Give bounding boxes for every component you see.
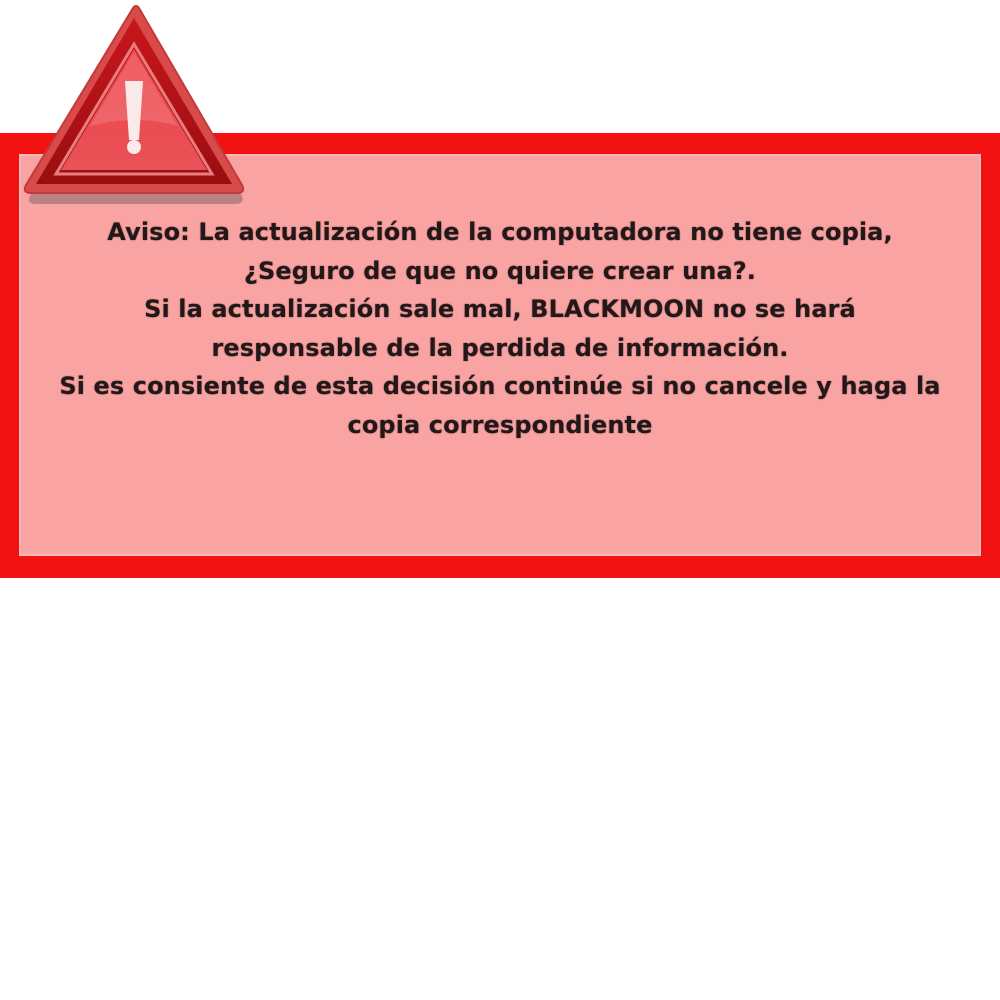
alert-message-line-6: copia correspondiente xyxy=(347,410,653,439)
alert-message-line-5: Si es consiente de esta decisión continúe si no cancele y haga la xyxy=(59,372,941,400)
alert-message-line-3: Si la actualización sale mal, BLACKMOON no se hará xyxy=(144,295,856,323)
alert-panel xyxy=(19,154,981,556)
alert-message xyxy=(31,213,969,444)
alert-message-line-2: ¿Seguro de que no quiere crear una?. xyxy=(243,256,757,285)
warning-triangle-icon xyxy=(18,2,248,208)
alert-message-line-4: responsable de la perdida de información. xyxy=(211,333,789,362)
alert-message-line-1: Aviso: La actualización de la computadora no tiene copia, xyxy=(107,218,893,246)
